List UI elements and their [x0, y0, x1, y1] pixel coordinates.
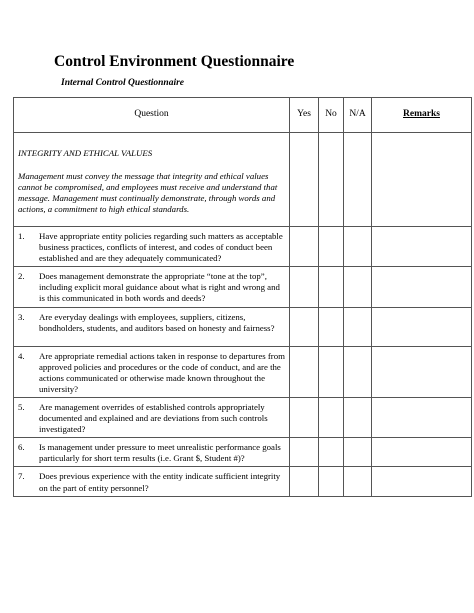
remarks-cell[interactable]	[372, 346, 472, 397]
question-number: 2.	[18, 271, 25, 282]
remarks-cell[interactable]	[372, 133, 472, 227]
section-description: Management must convey the message that integrity and ethical values cannot be compromised, and employees must receive and understand that message. Management must continually demonstrate, through words and actions, a commitment to high ethical standards.	[18, 171, 278, 215]
question-number: 7.	[18, 471, 25, 482]
yes-cell[interactable]	[290, 133, 319, 227]
question-cell	[14, 307, 290, 346]
question-text: Does previous experience with the entity indicate sufficient integrity on the part of entity personnel?	[39, 471, 281, 493]
remarks-cell[interactable]	[372, 267, 472, 307]
question-number: 4.	[18, 350, 25, 361]
no-cell[interactable]	[319, 467, 344, 496]
question-number: 6.	[18, 442, 25, 453]
na-cell[interactable]	[344, 467, 372, 496]
question-number: 1.	[18, 231, 25, 241]
yes-cell[interactable]	[290, 307, 319, 346]
no-cell[interactable]	[319, 267, 344, 307]
yes-cell[interactable]	[290, 267, 319, 307]
table-row	[14, 227, 472, 267]
no-cell[interactable]	[319, 346, 344, 397]
remarks-cell[interactable]	[372, 227, 472, 267]
table-row	[14, 307, 472, 346]
question-text: Are everyday dealings with employees, suppliers, citizens, bondholders, students, and auditors based on honesty and fairness?	[39, 311, 275, 333]
table-row	[14, 346, 472, 397]
remarks-cell[interactable]	[372, 307, 472, 346]
yes-cell[interactable]	[290, 227, 319, 267]
yes-column-header: Yes	[290, 98, 319, 133]
question-text: Are management overrides of established controls appropriately documented and explained and are deviations from such controls investigated?	[39, 401, 268, 435]
table-row	[14, 267, 472, 307]
na-cell[interactable]	[344, 267, 372, 307]
na-cell[interactable]	[344, 438, 372, 467]
question-cell	[14, 397, 290, 437]
document-subtitle: Internal Control Questionnaire	[61, 78, 185, 88]
question-column-header: Question	[14, 98, 290, 133]
question-cell	[14, 438, 290, 467]
question-text: Is management under pressure to meet unrealistic performance goals particularly for short term results (i.e. Grant $, Student #)?	[39, 442, 281, 464]
remarks-column-header: Remarks	[372, 98, 472, 133]
question-number: 3.	[18, 311, 25, 322]
na-cell[interactable]	[344, 307, 372, 346]
section-title: INTEGRITY AND ETHICAL VALUES	[18, 148, 153, 158]
document-title: Control Environment Questionnaire	[54, 53, 295, 70]
yes-cell[interactable]	[290, 438, 319, 467]
question-cell	[14, 227, 290, 267]
yes-cell[interactable]	[290, 346, 319, 397]
question-text: Does management demonstrate the appropriate “tone at the top”, including explicit moral guidance about what is right and wrong and is this communicated in both words and deeds?	[39, 271, 280, 304]
no-cell[interactable]	[319, 227, 344, 267]
table-header-row	[14, 98, 472, 133]
questionnaire-table	[13, 97, 472, 497]
question-cell	[14, 467, 290, 496]
na-column-header: N/A	[344, 98, 372, 133]
na-cell[interactable]	[344, 346, 372, 397]
table-row	[14, 397, 472, 437]
no-cell[interactable]	[319, 307, 344, 346]
table-row	[14, 438, 472, 467]
question-cell	[14, 267, 290, 307]
remarks-cell[interactable]	[372, 467, 472, 496]
remarks-cell[interactable]	[372, 438, 472, 467]
no-column-header: No	[319, 98, 344, 133]
no-cell[interactable]	[319, 438, 344, 467]
yes-cell[interactable]	[290, 397, 319, 437]
na-cell[interactable]	[344, 227, 372, 267]
remarks-cell[interactable]	[372, 397, 472, 437]
question-number: 5.	[18, 401, 25, 412]
section-cell	[14, 133, 290, 227]
no-cell[interactable]	[319, 133, 344, 227]
question-cell	[14, 346, 290, 397]
section-row	[14, 133, 472, 227]
na-cell[interactable]	[344, 397, 372, 437]
question-text: Are appropriate remedial actions taken in response to departures from approved policies and procedures or the code of conduct, and are the actions communicated or otherwise made known throughout the university?	[39, 350, 285, 394]
question-text: Have appropriate entity policies regarding such matters as acceptable business practices, conflicts of interest, and codes of conduct been established and are they adequately communicated?	[39, 231, 283, 264]
no-cell[interactable]	[319, 397, 344, 437]
table-row	[14, 467, 472, 496]
na-cell[interactable]	[344, 133, 372, 227]
yes-cell[interactable]	[290, 467, 319, 496]
